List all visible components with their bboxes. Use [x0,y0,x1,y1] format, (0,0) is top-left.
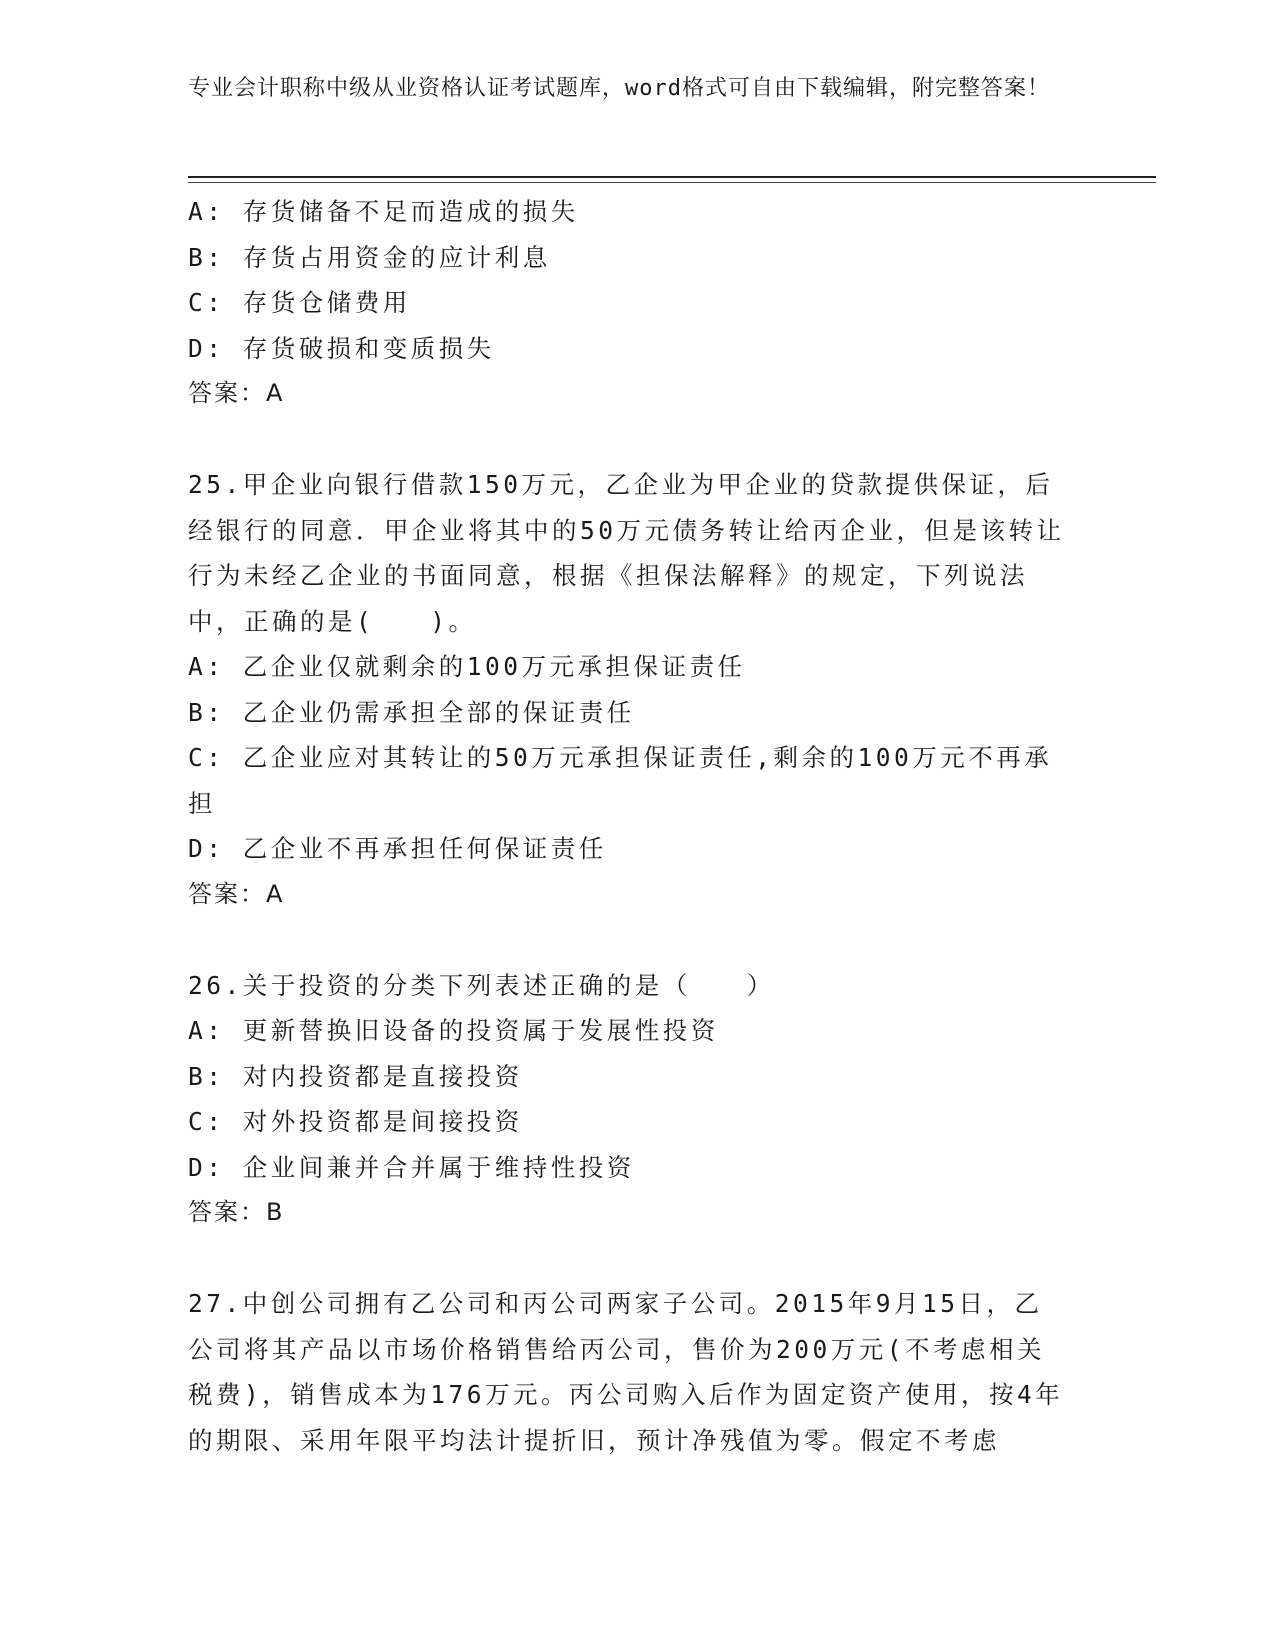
question-stem: 27.中创公司拥有乙公司和丙公司两家子公司。2015年9月15日，乙公司将其产品以市场价格销售给丙公司，售价为200万元(不考虑相关税费)，销售成本为176万元。丙公司购入后作为固定资产使用，按4年的期限、采用年限平均法计提折旧，预计净残值为零。假定不考虑 [188,1289,1064,1455]
spacer [188,1236,1068,1282]
option-a: A: 更新替换旧设备的投资属于发展性投资 [188,1016,719,1045]
answer-label: 答案：A [188,379,285,407]
question-stem: 26.关于投资的分类下列表述正确的是（ ） [188,970,775,1000]
option-c: C: 存货仓储费用 [188,288,411,317]
header-divider-thin [188,182,1156,183]
option-c: C: 对外投资都是间接投资 [188,1107,523,1136]
question-24-block [188,189,1068,417]
document-header: 专业会计职称中级从业资格认证考试题库，word格式可自由下载编辑，附完整答案！ [188,76,1050,101]
question-stem: 25.甲企业向银行借款150万元，乙企业为甲企业的贷款提供保证，后经银行的同意．甲企业将其中的50万元债务转让给丙企业，但是该转让行为未经乙企业的书面同意，根据《担保法解释》的规定，下列说法中，正确的是( )。 [188,470,1065,636]
answer-label: 答案：A [188,879,285,908]
option-b: B: 存货占用资金的应计利息 [188,242,551,272]
question-26-block [188,963,1068,1236]
spacer [188,917,1068,963]
spacer [188,417,1068,463]
option-d: D: 存货破损和变质损失 [188,333,495,363]
option-d: D: 企业间兼并合并属于维持性投资 [188,1152,635,1182]
option-c: C: 乙企业应对其转让的50万元承担保证责任,剩余的100万元不再承担 [188,743,1053,818]
header-divider-thick [188,176,1156,178]
option-a: A: 乙企业仅就剩余的100万元承担保证责任 [188,652,746,681]
option-d: D: 乙企业不再承担任何保证责任 [188,834,607,863]
question-content [188,189,1068,1463]
option-a: A: 存货储备不足而造成的损失 [188,197,579,226]
answer-label: 答案：B [188,1198,285,1226]
option-b: B: 乙企业仍需承担全部的保证责任 [188,697,635,727]
option-b: B: 对内投资都是直接投资 [188,1061,523,1091]
question-25-block [188,462,1068,917]
question-27-block [188,1281,1068,1463]
